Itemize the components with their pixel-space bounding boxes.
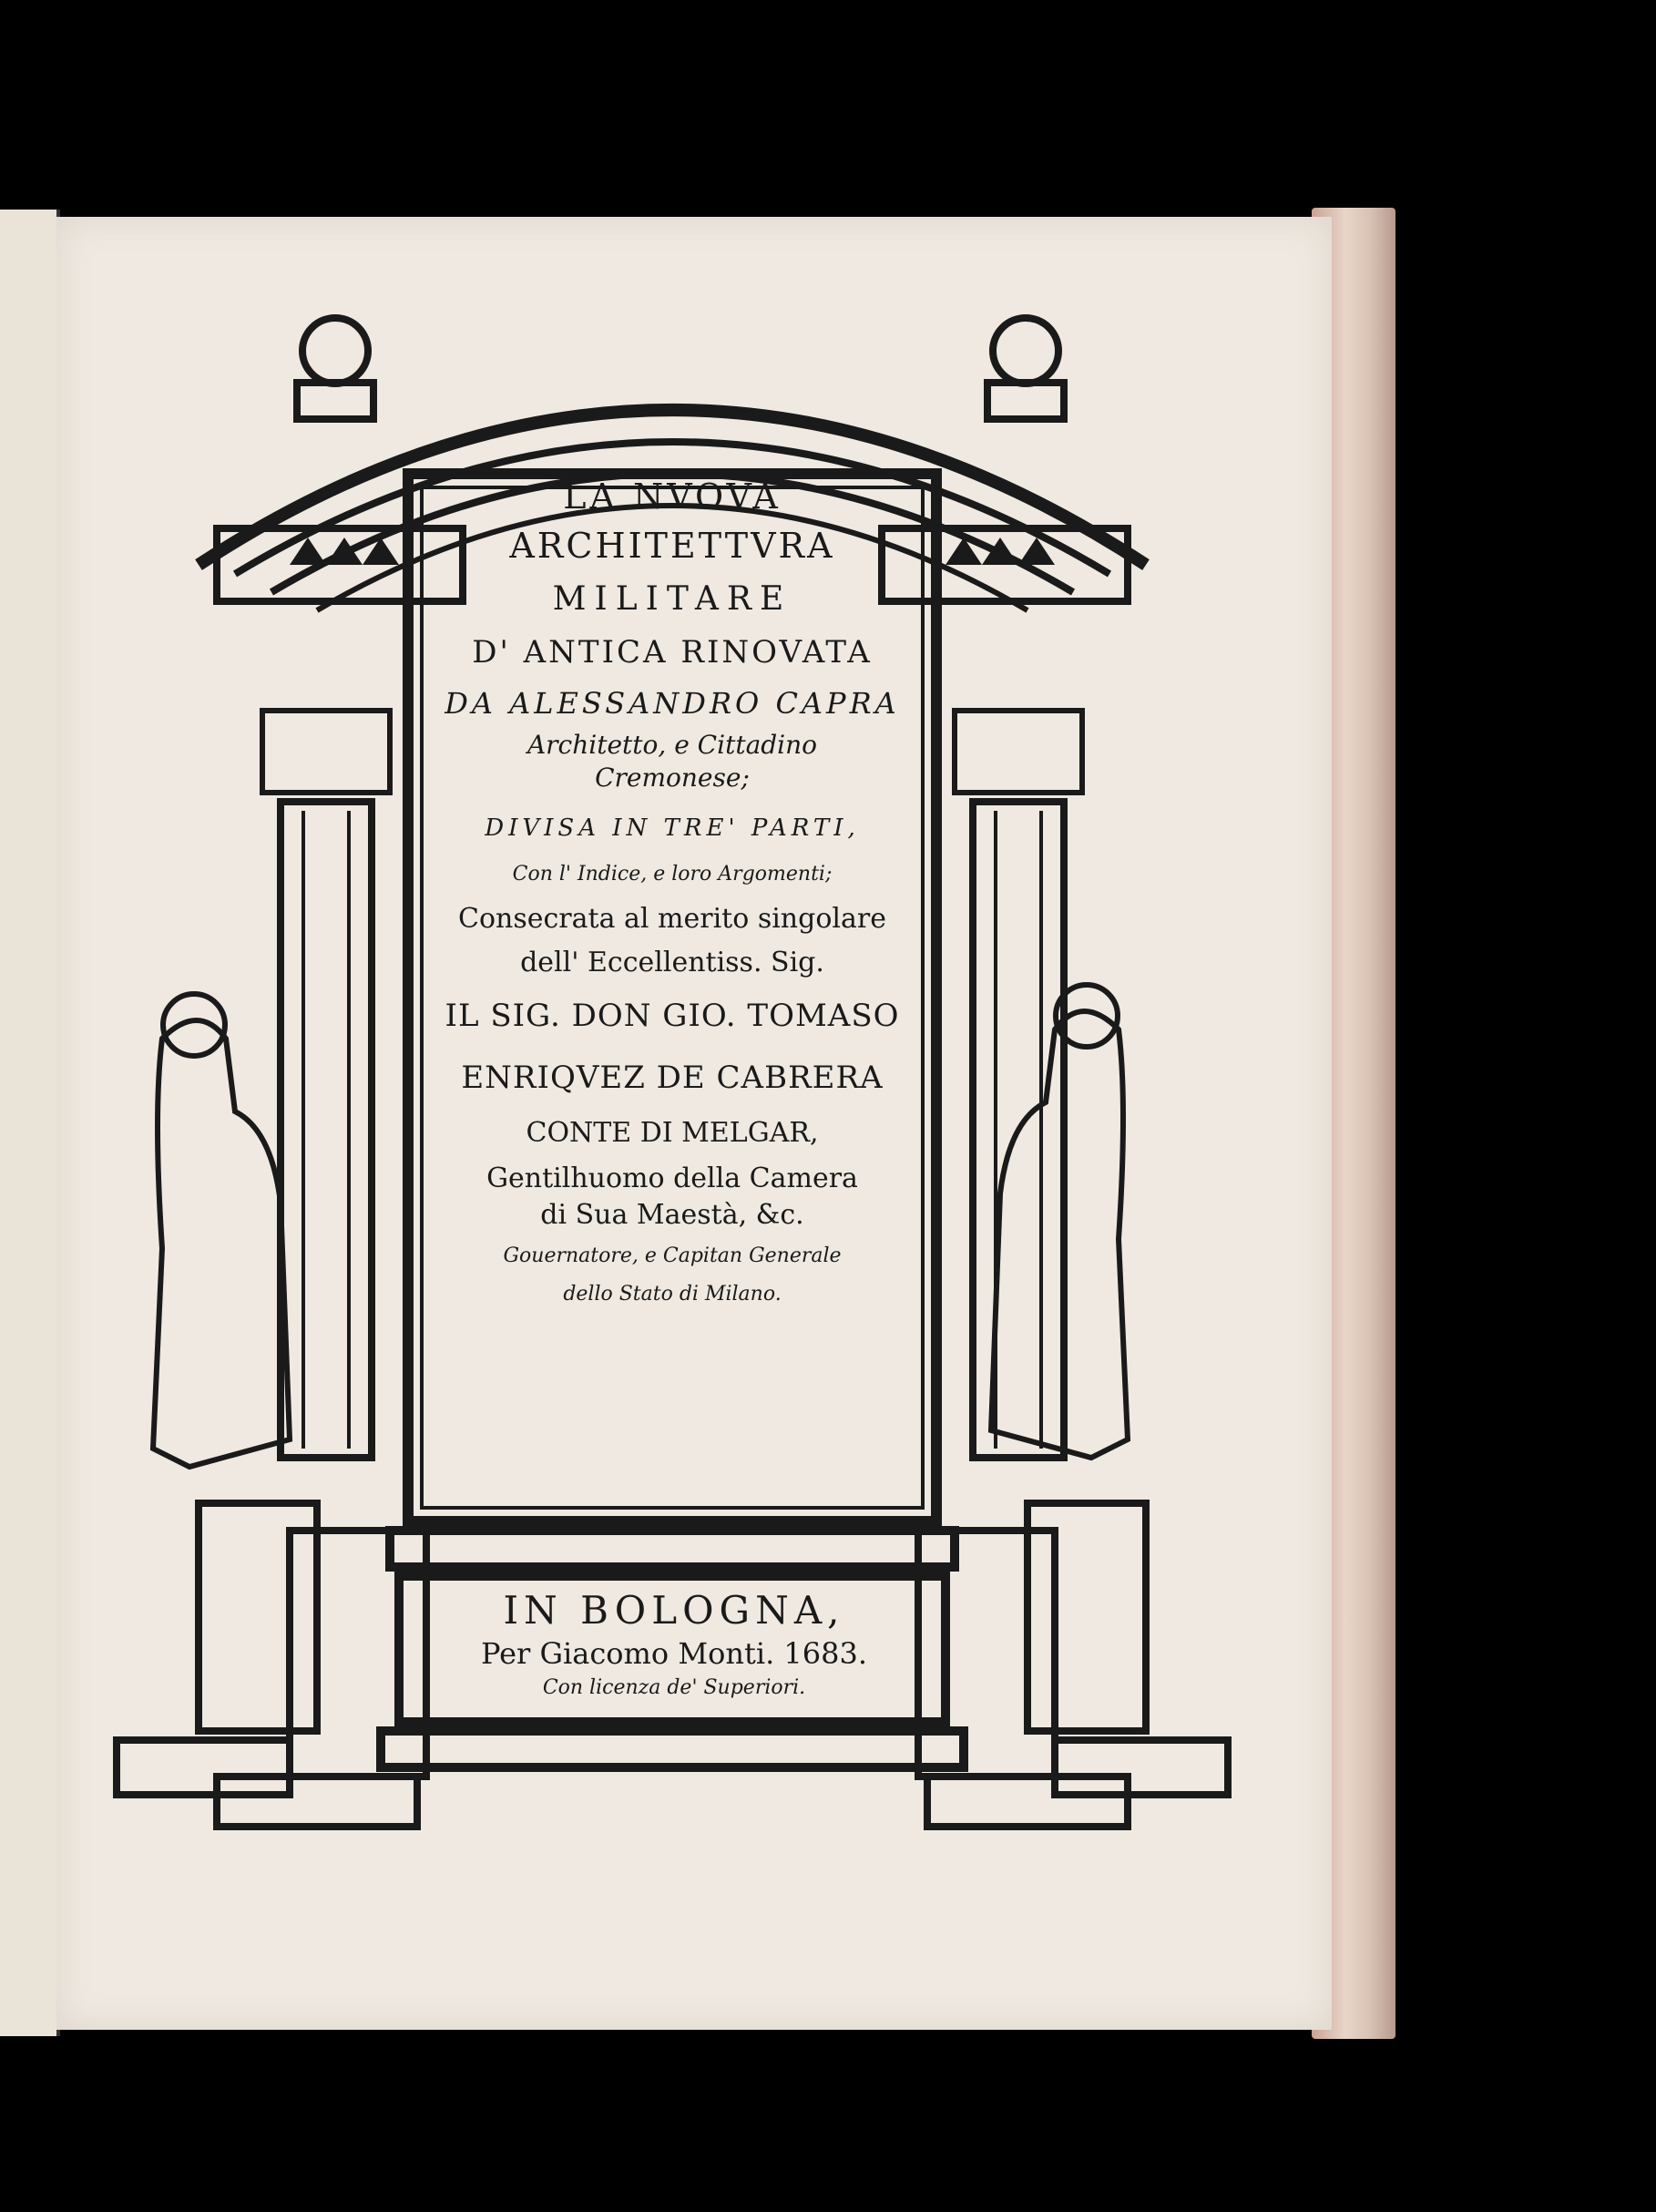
- dedicatee-role-line-2: di Sua Maestà, &c.: [540, 1199, 804, 1231]
- author-title-line-2: Cremonese;: [595, 763, 750, 793]
- title-line-1: LA NVOVA: [563, 476, 782, 517]
- author-line: DA ALESSANDRO CAPRA: [445, 686, 900, 721]
- title-line-4: D' ANTICA RINOVATA: [472, 634, 873, 671]
- governor-line-2: dello Stato di Milano.: [563, 1283, 782, 1306]
- governor-line-1: Gouernatore, e Capitan Generale: [503, 1244, 842, 1267]
- title-line-2: ARCHITETTVRA: [509, 526, 835, 566]
- parts-line: DIVISA IN TRE' PARTI,: [485, 814, 860, 842]
- imprint-place: IN BOLOGNA,: [503, 1588, 845, 1633]
- title-text-block: [417, 474, 927, 1308]
- index-line: Con l' Indice, e loro Argomenti;: [512, 863, 833, 886]
- imprint-printer: Per Giacomo Monti. 1683.: [480, 1636, 868, 1671]
- dedicatee-line-2: ENRIQVEZ DE CABRERA: [461, 1060, 884, 1096]
- dedication-line-1: Consecrata al merito singolare: [458, 903, 886, 935]
- dedicatee-line-1: IL SIG. DON GIO. TOMASO: [445, 998, 900, 1034]
- dedicatee-role-line-1: Gentilhuomo della Camera: [486, 1162, 858, 1194]
- facing-page-edge: [0, 210, 60, 2036]
- imprint-license: Con licenza de' Superiori.: [542, 1676, 806, 1699]
- title-line-3: MILITARE: [552, 580, 792, 618]
- imprint-block: [401, 1587, 947, 1704]
- dedication-line-2: dell' Eccellentiss. Sig.: [520, 947, 824, 978]
- dedicatee-title-line: CONTE DI MELGAR,: [526, 1117, 819, 1149]
- author-title-line-1: Architetto, e Cittadino: [526, 730, 818, 760]
